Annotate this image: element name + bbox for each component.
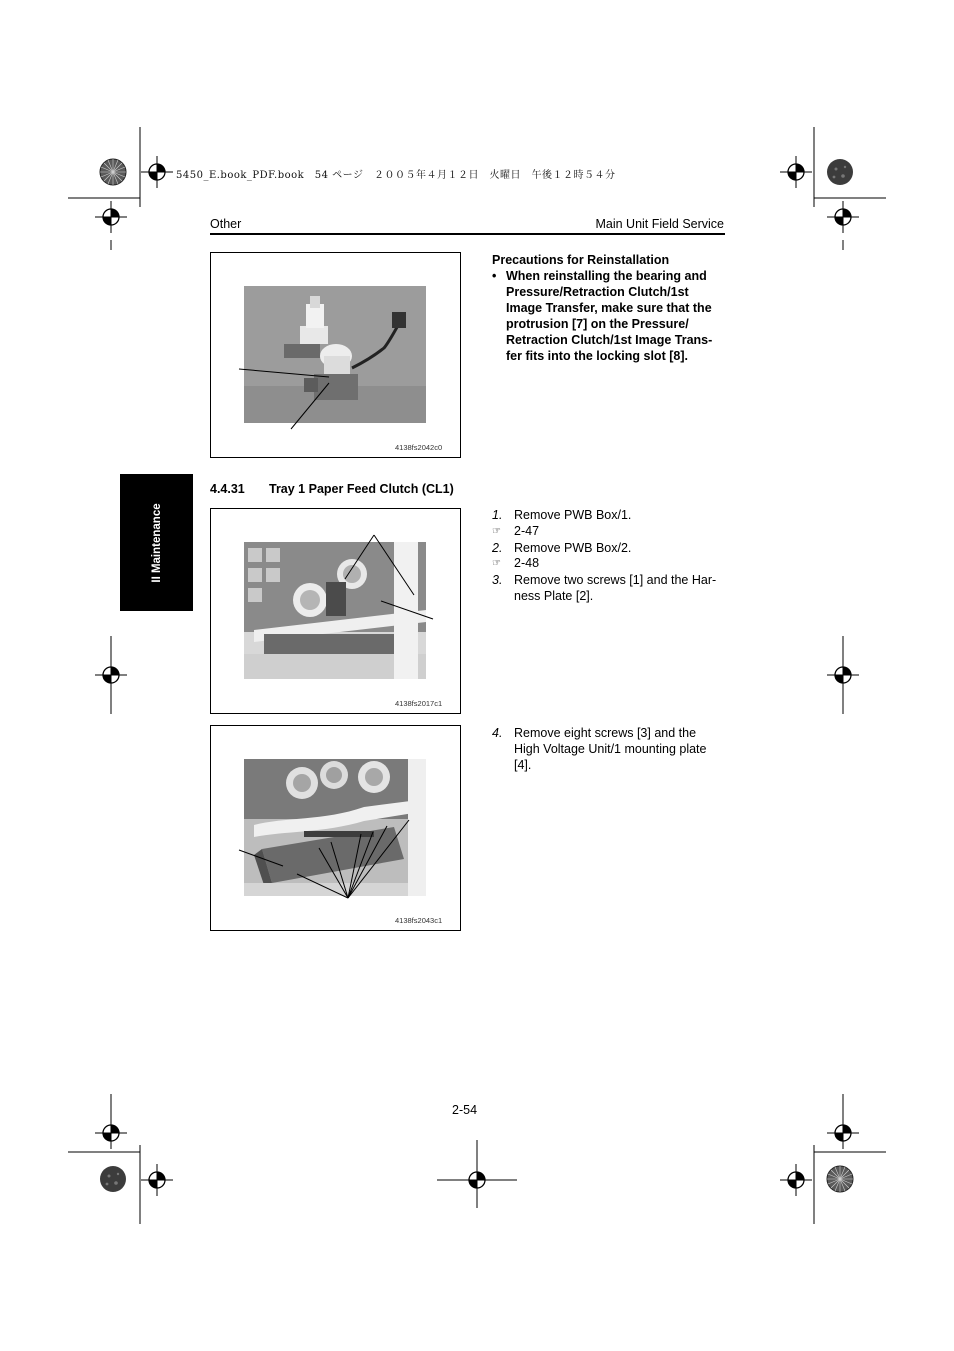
step-4 [492, 725, 724, 773]
figure-2-id: 4138fs2017c1 [395, 699, 443, 708]
precautions-line: protrusion [7] on the Pressure/ [506, 317, 689, 331]
step-3 [492, 572, 724, 604]
step-text-line: [4]. [514, 758, 532, 772]
figure-2-callouts [211, 509, 460, 713]
step-text: Remove PWB Box/2. [514, 541, 632, 555]
precautions-line: Pressure/Retraction Clutch/1st [506, 285, 689, 299]
figure-2 [210, 508, 461, 714]
registration-mark-icon [141, 1164, 173, 1196]
dial-mark-icon [100, 1166, 126, 1192]
figure-3-callouts [211, 726, 460, 930]
dial-mark-icon [827, 159, 853, 185]
step-number: 2. [492, 541, 503, 555]
step-number: 4. [492, 726, 503, 740]
precautions-line: Retraction Clutch/1st Image Trans- [506, 333, 713, 347]
precautions-text [506, 268, 728, 364]
header-section: Other [210, 217, 242, 231]
registration-mark-icon [827, 201, 859, 233]
section-number: 4.4.31 [210, 482, 245, 496]
dial-mark-icon [100, 159, 126, 185]
step-text: Remove PWB Box/1. [514, 508, 632, 522]
registration-mark-icon [827, 1117, 859, 1149]
registration-mark-icon [95, 1117, 127, 1149]
registration-mark-icon [780, 1164, 812, 1196]
page-number: 2-54 [452, 1103, 478, 1117]
figure-1-id: 4138fs2042c0 [395, 443, 443, 452]
step-text-line: High Voltage Unit/1 mounting plate [514, 742, 707, 756]
step-text-line: Remove two screws [1] and the Har- [514, 573, 717, 587]
section-name: Tray 1 Paper Feed Clutch (CL1) [269, 482, 454, 496]
print-info: 5450_E.book_PDF.book 54 ページ ２００５年４月１２日 火曜日 午後１２時５４分 [176, 170, 616, 181]
chapter-tab [120, 474, 193, 611]
precautions-line: Image Transfer, make sure that the [506, 301, 712, 315]
reference-hand-icon: ☞ [492, 558, 501, 569]
figure-3 [210, 725, 461, 931]
step-number: 1. [492, 508, 503, 522]
header-rule [210, 233, 725, 235]
reference-hand-icon: ☞ [492, 526, 501, 537]
figure-1 [210, 252, 461, 458]
step-text [514, 572, 716, 604]
dial-mark-icon [827, 1166, 853, 1192]
step-text-line: ness Plate [2]. [514, 589, 594, 603]
header-title: Main Unit Field Service [595, 217, 724, 231]
precautions-line: fer fits into the locking slot [8]. [506, 349, 688, 363]
figure-1-callouts [211, 253, 460, 457]
precautions-line: When reinstalling the bearing and [506, 269, 707, 283]
chapter-tab-label: II Maintenance [150, 502, 163, 583]
step-text [514, 725, 707, 773]
registration-mark-icon [141, 156, 173, 188]
registration-mark-icon [780, 156, 812, 188]
precautions-bullet-icon: • [492, 269, 497, 283]
step-text-line: Remove eight screws [3] and the [514, 726, 697, 740]
registration-mark-icon [95, 201, 127, 233]
reference-page: 2-47 [514, 524, 540, 538]
figure-3-id: 4138fs2043c1 [395, 916, 443, 925]
precautions-heading: Precautions for Reinstallation [492, 253, 670, 267]
reference-page: 2-48 [514, 556, 540, 570]
step-number: 3. [492, 573, 503, 587]
